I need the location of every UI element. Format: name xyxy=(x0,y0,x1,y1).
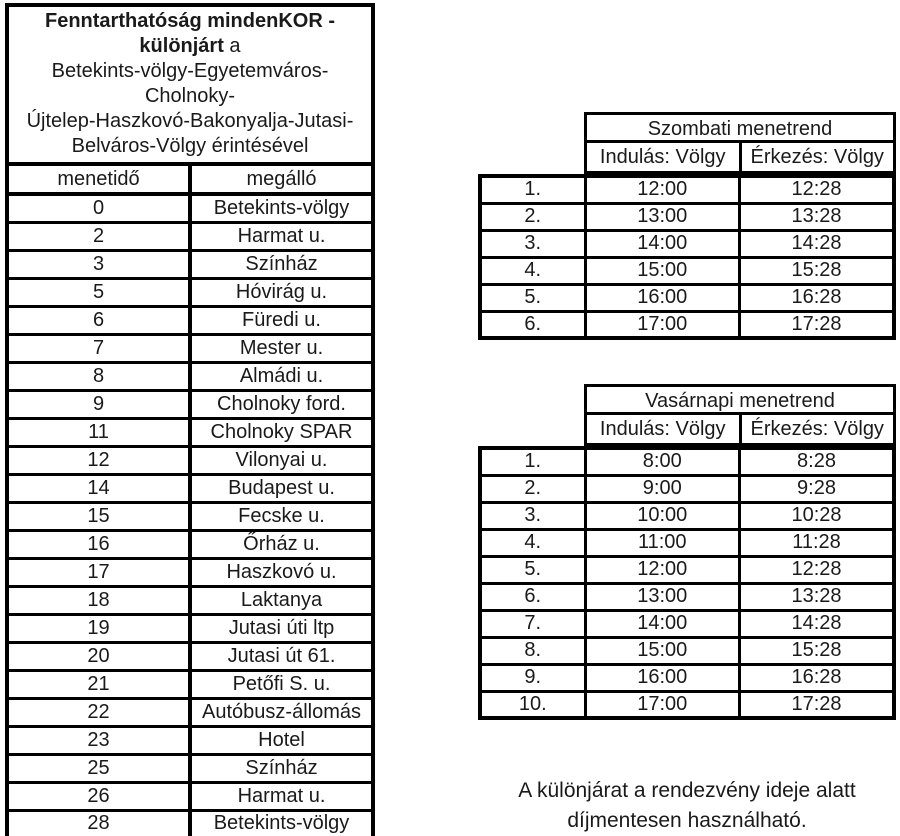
table-cell: 17:28 xyxy=(739,691,894,718)
saturday-column-headers xyxy=(587,143,893,171)
table-row xyxy=(7,474,373,502)
table-cell: 11:00 xyxy=(585,529,739,556)
table-row xyxy=(7,530,373,558)
table-cell: 12:00 xyxy=(585,556,739,583)
table-cell: 4. xyxy=(480,257,585,284)
saturday-timetable-body xyxy=(480,176,894,338)
table-cell: 16 xyxy=(7,530,190,558)
table-cell: 6 xyxy=(7,306,190,334)
table-cell: 4. xyxy=(480,529,585,556)
table-cell: 11 xyxy=(7,418,190,446)
table-cell: Budapest u. xyxy=(190,474,373,502)
table-row xyxy=(480,583,894,610)
column-header-stop: megálló xyxy=(190,164,373,194)
table-cell: 15:00 xyxy=(585,637,739,664)
table-cell: Autóbusz-állomás xyxy=(190,698,373,726)
table-cell: 1. xyxy=(480,176,585,203)
route-table xyxy=(5,3,375,836)
table-cell: 8:00 xyxy=(585,448,739,475)
table-cell: Hóvirág u. xyxy=(190,278,373,306)
table-cell: Laktanya xyxy=(190,586,373,614)
route-table-body xyxy=(7,194,373,836)
table-cell: 16:00 xyxy=(585,284,739,311)
table-cell: 7. xyxy=(480,610,585,637)
table-cell: 8. xyxy=(480,637,585,664)
table-row xyxy=(7,334,373,362)
table-row xyxy=(7,670,373,698)
route-title-suffix: a xyxy=(223,35,241,57)
saturday-timetable xyxy=(478,112,896,340)
table-cell: Cholnoky ford. xyxy=(190,390,373,418)
table-cell: Jutasi út 61. xyxy=(190,642,373,670)
table-row xyxy=(7,446,373,474)
route-title-line-1 xyxy=(9,9,371,59)
table-cell: 26 xyxy=(7,782,190,810)
table-cell: Fecske u. xyxy=(190,502,373,530)
table-cell: Jutasi úti ltp xyxy=(190,614,373,642)
table-cell: 10:00 xyxy=(585,502,739,529)
table-cell: 17:00 xyxy=(585,691,739,718)
route-title-row xyxy=(7,5,373,164)
table-cell: 15 xyxy=(7,502,190,530)
table-cell: 5. xyxy=(480,284,585,311)
table-cell: 2. xyxy=(480,203,585,230)
route-title xyxy=(7,5,373,164)
sunday-timetable xyxy=(478,384,896,720)
table-row xyxy=(7,642,373,670)
sunday-timetable-title: Vasárnapi menetrend xyxy=(587,387,893,415)
table-cell: Harmat u. xyxy=(190,782,373,810)
footer-note-line-2: díjmentesen használható. xyxy=(567,809,807,832)
table-row xyxy=(7,614,373,642)
route-title-line-3: Újtelep-Haszkovó-Bakonyalja-Jutasi- xyxy=(26,110,354,132)
table-row xyxy=(7,250,373,278)
table-cell: 9:28 xyxy=(739,475,894,502)
table-row xyxy=(480,610,894,637)
table-row xyxy=(480,475,894,502)
table-cell: 6. xyxy=(480,311,585,338)
table-cell: 22 xyxy=(7,698,190,726)
table-cell: 15:28 xyxy=(739,637,894,664)
table-row xyxy=(480,311,894,338)
table-cell: 10:28 xyxy=(739,502,894,529)
table-cell: 16:00 xyxy=(585,664,739,691)
table-cell: Betekints-völgy xyxy=(190,810,373,836)
table-cell: 14:00 xyxy=(585,610,739,637)
footer-note xyxy=(478,776,896,836)
saturday-timetable-title: Szombati menetrend xyxy=(587,115,893,143)
table-cell: 14:28 xyxy=(739,230,894,257)
table-cell: Színház xyxy=(190,250,373,278)
table-row xyxy=(480,664,894,691)
table-cell: Haszkovó u. xyxy=(190,558,373,586)
table-cell: 14 xyxy=(7,474,190,502)
saturday-timetable-table xyxy=(478,174,896,340)
table-cell: 1. xyxy=(480,448,585,475)
table-cell: 21 xyxy=(7,670,190,698)
table-row xyxy=(480,284,894,311)
table-row xyxy=(480,257,894,284)
sunday-timetable-body xyxy=(480,448,894,718)
table-row xyxy=(480,637,894,664)
table-cell: 14:00 xyxy=(585,230,739,257)
table-cell: 13:28 xyxy=(739,203,894,230)
table-cell: 28 xyxy=(7,810,190,836)
table-row xyxy=(7,418,373,446)
table-row xyxy=(7,586,373,614)
table-row xyxy=(480,176,894,203)
column-header-arrival: Érkezés: Völgy xyxy=(739,415,894,443)
table-cell: 13:00 xyxy=(585,203,739,230)
table-cell: Őrház u. xyxy=(190,530,373,558)
table-row xyxy=(7,278,373,306)
table-cell: 9:00 xyxy=(585,475,739,502)
sunday-timetable-header xyxy=(584,384,896,446)
table-cell: 18 xyxy=(7,586,190,614)
table-cell: 20 xyxy=(7,642,190,670)
column-header-departure: Indulás: Völgy xyxy=(599,146,726,168)
table-cell: Harmat u. xyxy=(190,222,373,250)
table-row xyxy=(480,203,894,230)
table-cell: 16:28 xyxy=(739,284,894,311)
route-title-bold: Fenntarthatóság mindenKOR -különjárt xyxy=(44,10,335,57)
route-title-line-2: Betekints-völgy-Egyetemváros-Cholnoky- xyxy=(51,60,329,107)
table-cell: 17:00 xyxy=(585,311,739,338)
table-cell: 11:28 xyxy=(739,529,894,556)
table-cell: 5 xyxy=(7,278,190,306)
table-cell: 8 xyxy=(7,362,190,390)
table-cell: 14:28 xyxy=(739,610,894,637)
sunday-column-headers xyxy=(587,415,893,443)
column-header-travel-time: menetidő xyxy=(7,164,190,194)
table-cell: Hotel xyxy=(190,726,373,754)
table-cell: Mester u. xyxy=(190,334,373,362)
table-cell: 25 xyxy=(7,754,190,782)
table-row xyxy=(7,782,373,810)
table-cell: 6. xyxy=(480,583,585,610)
table-row xyxy=(7,810,373,836)
column-header-arrival: Érkezés: Völgy xyxy=(739,143,894,171)
table-row xyxy=(480,691,894,718)
table-row xyxy=(7,502,373,530)
table-cell: 23 xyxy=(7,726,190,754)
table-cell: 3. xyxy=(480,502,585,529)
table-cell: 15:28 xyxy=(739,257,894,284)
table-cell: 5. xyxy=(480,556,585,583)
table-cell: Petőfi S. u. xyxy=(190,670,373,698)
table-cell: 12:28 xyxy=(739,176,894,203)
table-cell: 13:28 xyxy=(739,583,894,610)
table-cell: 0 xyxy=(7,194,190,222)
table-row xyxy=(7,726,373,754)
sunday-timetable-table xyxy=(478,446,896,720)
table-row xyxy=(7,194,373,222)
table-cell: Cholnoky SPAR xyxy=(190,418,373,446)
table-cell: 8:28 xyxy=(739,448,894,475)
table-row xyxy=(480,448,894,475)
table-cell: Betekints-völgy xyxy=(190,194,373,222)
footer-note-line-1: A különjárat a rendezvény ideje alatt xyxy=(518,779,856,802)
table-row xyxy=(7,754,373,782)
table-cell: 12:28 xyxy=(739,556,894,583)
table-cell: 3 xyxy=(7,250,190,278)
table-row xyxy=(480,230,894,257)
table-cell: 12:00 xyxy=(585,176,739,203)
table-row xyxy=(480,556,894,583)
table-cell: Almádi u. xyxy=(190,362,373,390)
route-title-line-4: Belváros-Völgy érintésével xyxy=(71,135,309,157)
table-cell: 7 xyxy=(7,334,190,362)
table-cell: 10. xyxy=(480,691,585,718)
table-cell: Vilonyai u. xyxy=(190,446,373,474)
table-cell: 2. xyxy=(480,475,585,502)
table-cell: 15:00 xyxy=(585,257,739,284)
table-cell: 19 xyxy=(7,614,190,642)
table-row xyxy=(7,698,373,726)
table-row xyxy=(480,529,894,556)
table-cell: 13:00 xyxy=(585,583,739,610)
table-cell: Színház xyxy=(190,754,373,782)
table-cell: 17:28 xyxy=(739,311,894,338)
table-cell: Füredi u. xyxy=(190,306,373,334)
table-cell: 12 xyxy=(7,446,190,474)
table-cell: 3. xyxy=(480,230,585,257)
table-cell: 9. xyxy=(480,664,585,691)
table-row xyxy=(7,390,373,418)
table-row xyxy=(7,558,373,586)
table-row xyxy=(7,362,373,390)
table-row xyxy=(7,222,373,250)
column-header-departure: Indulás: Völgy xyxy=(599,418,726,440)
route-header-row xyxy=(7,164,373,194)
table-cell: 16:28 xyxy=(739,664,894,691)
table-row xyxy=(7,306,373,334)
table-cell: 17 xyxy=(7,558,190,586)
saturday-timetable-header xyxy=(584,112,896,174)
table-row xyxy=(480,502,894,529)
table-cell: 9 xyxy=(7,390,190,418)
table-cell: 2 xyxy=(7,222,190,250)
